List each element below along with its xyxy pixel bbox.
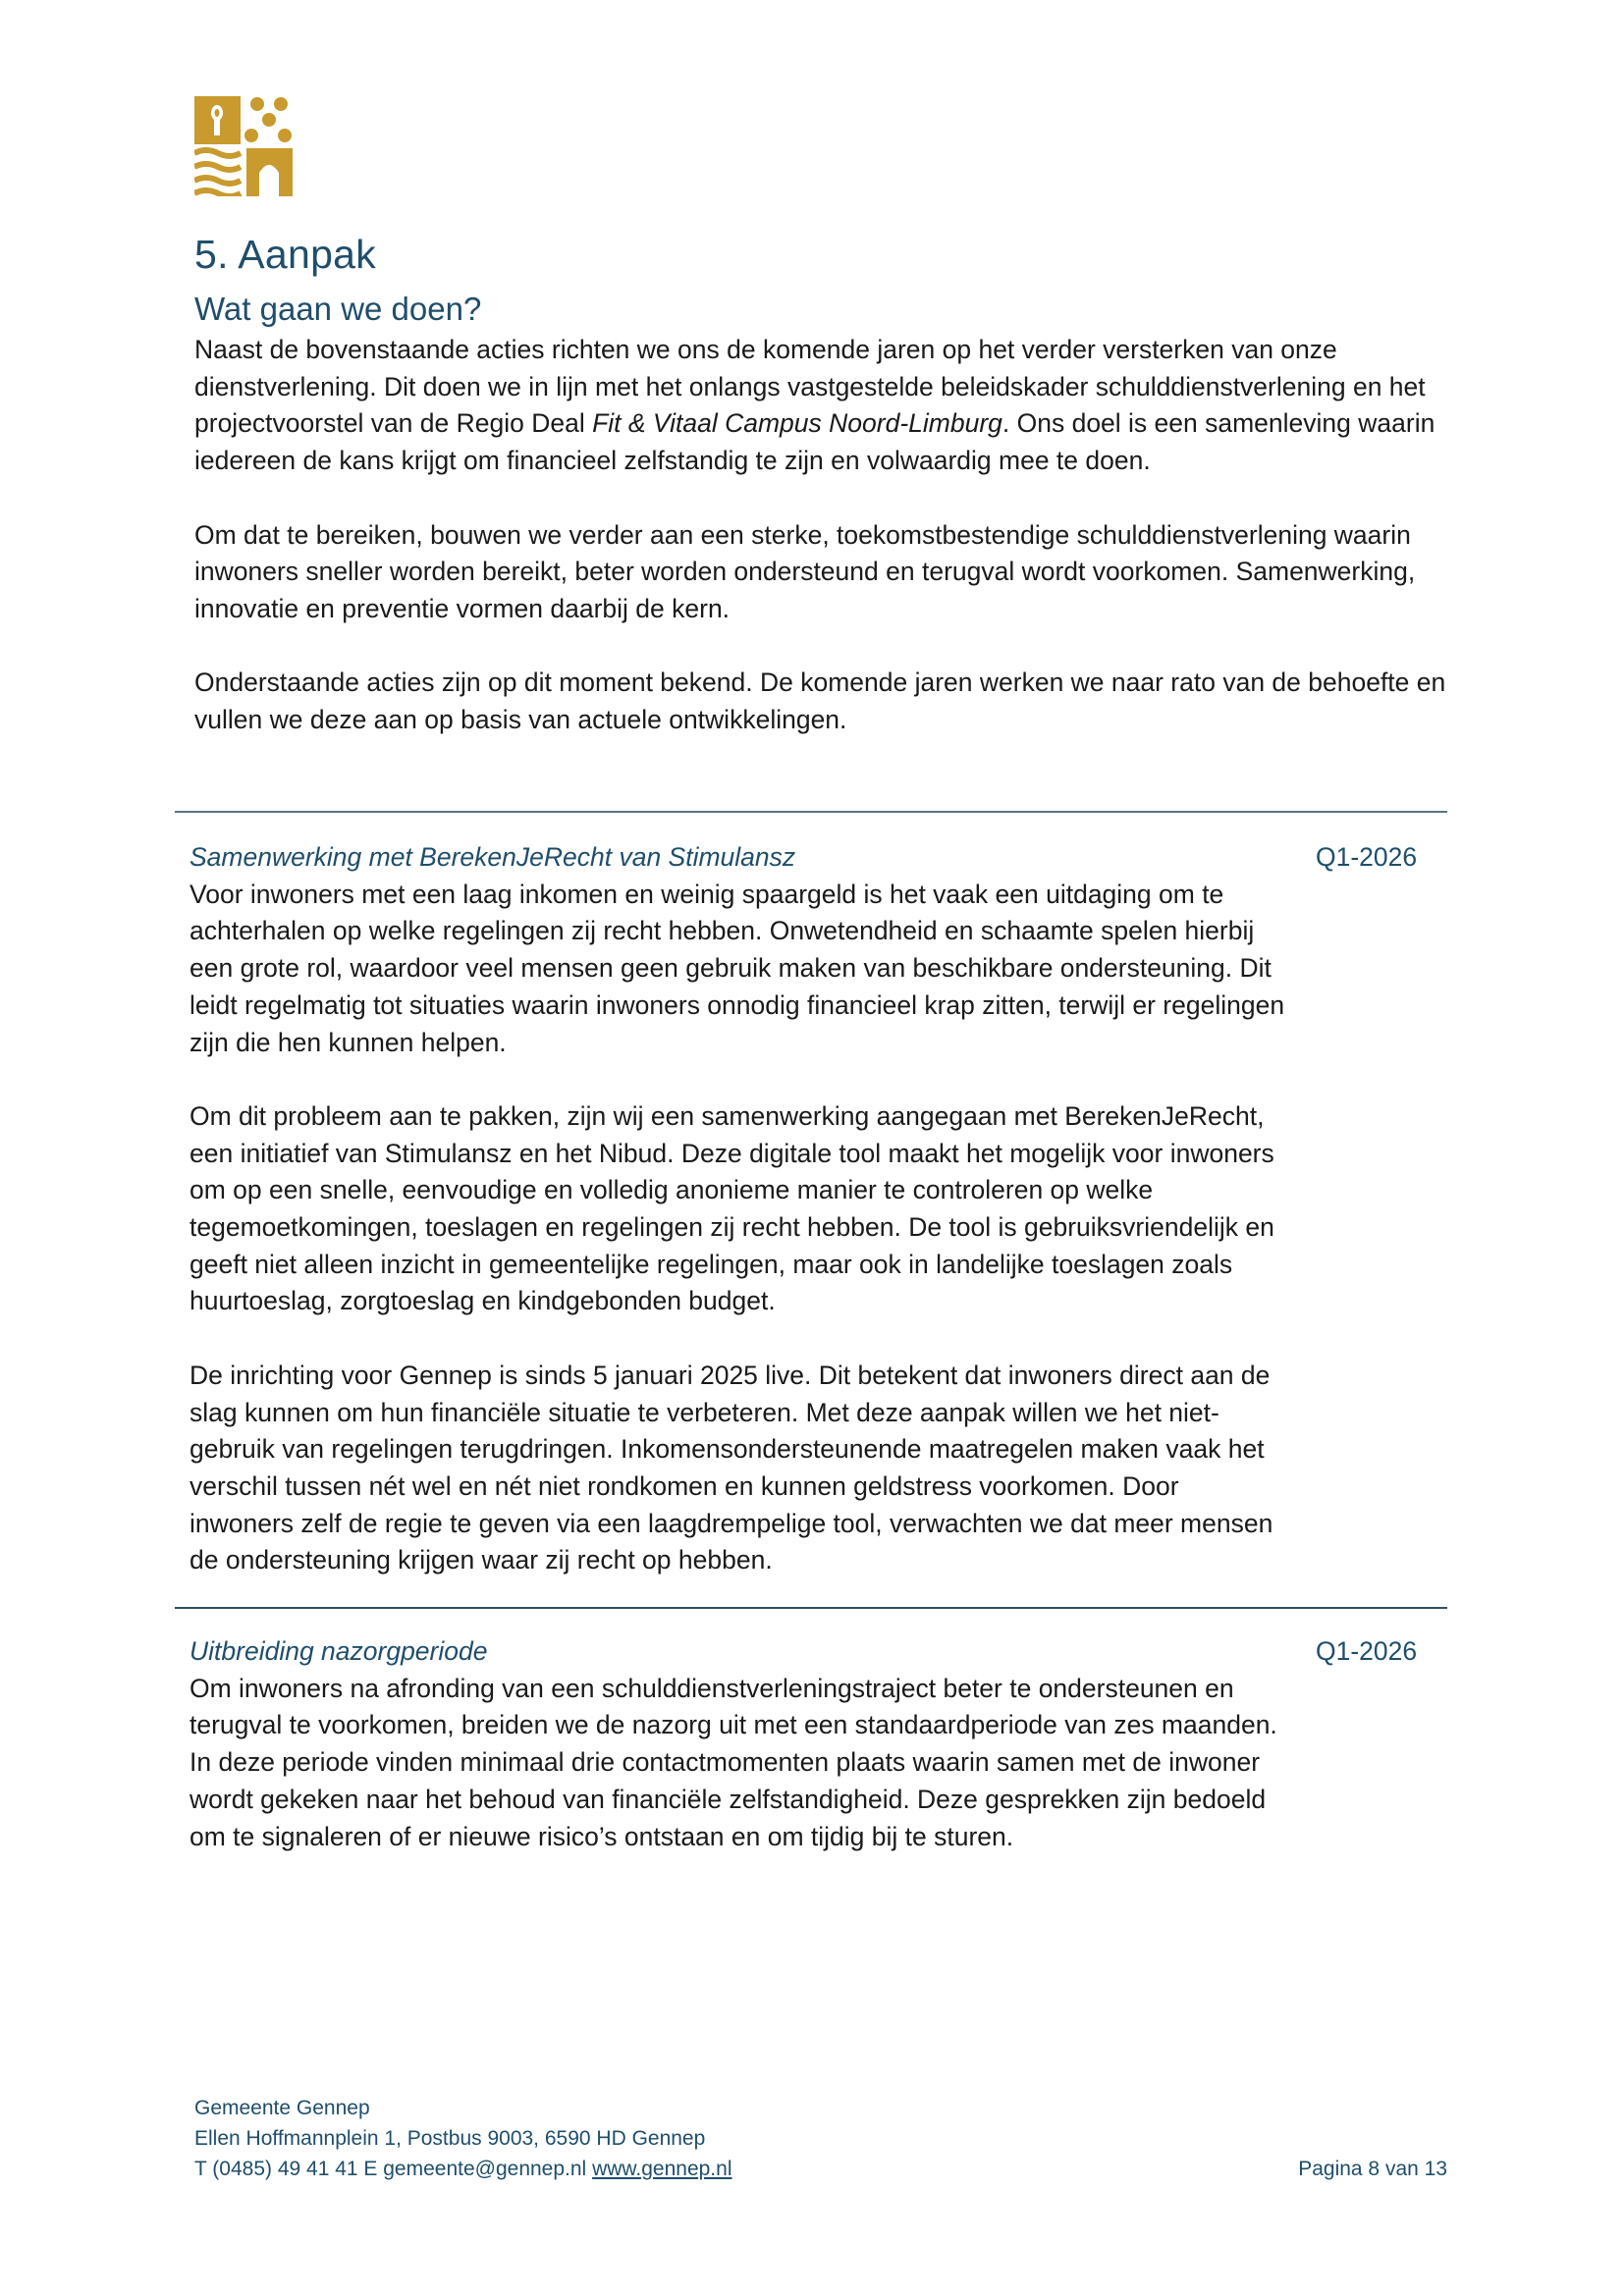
action-paragraph: Voor inwoners met een laag inkomen en weinig spaargeld is het vaak een uitdaging om te achterhalen op welke regelingen zij recht hebben. Onwetendheid en schaamte spelen hierbij een grote rol, waardoor veel mensen geen gebruik maken van beschikbare ondersteuning. Dit leidt regelmatig tot situaties waarin inwoners onnodig financieel krap zitten, terwijl er regelingen zijn die hen kunnen helpen.	[189, 879, 1285, 1057]
divider	[175, 1607, 1447, 1609]
action-paragraph: De inrichting voor Gennep is sinds 5 januari 2025 live. Dit betekent dat inwoners direct aan de slag kunnen om hun financiële situatie te verbeteren. Met deze aanpak willen we het niet-gebruik van regelingen terugdringen. Inkomensondersteunende maatregelen maken vaak het verschil tussen nét wel en nét niet rondkomen en kunnen geldstress voorkomen. Door inwoners zelf de regie te geven via een laagdrempelige tool, verwachten we dat meer mensen de ondersteuning krijgen waar zij recht op hebben.	[189, 1360, 1273, 1575]
action-paragraph: Om dit probleem aan te pakken, zijn wij een samenwerking aangegaan met BerekenJeRecht, een initiatief van Stimulansz en het Nibud. Deze digitale tool maakt het mogelijk voor inwoners om op een snelle, eenvoudige en volledig anonieme manier te controleren op welke tegemoetkomingen, toeslagen en regelingen zij recht hebben. De tool is gebruiksvriendelijk en geeft niet alleen inzicht in gemeentelijke regelingen, maar ook in landelijke toeslagen zoals huurtoeslag, zorgtoeslag en kindgebonden budget.	[189, 1100, 1274, 1316]
gennep-coat-of-arms-icon	[194, 96, 293, 196]
action-title: Uitbreiding nazorgperiode	[189, 1636, 488, 1666]
page-number: Pagina 8 van 13	[1298, 2158, 1447, 2180]
intro-paragraph-2: Om dat te bereiken, bouwen we verder aan een sterke, toekomstbestendige schulddienstverlening waarin inwoners sneller worden bereikt, beter worden ondersteund en terugval wordt voorkomen. Samenwerking, innovatie en preventie vormen daarbij de kern.	[194, 519, 1416, 623]
footer-address: Ellen Hoffmannplein 1, Postbus 9003, 6590 HD Gennep	[194, 2127, 706, 2150]
website-link[interactable]: www.gennep.nl	[592, 2158, 732, 2180]
intro-text	[194, 332, 1471, 775]
footer	[194, 2093, 732, 2184]
action-block	[189, 1633, 1289, 1893]
action-title: Samenwerking met BerekenJeRecht van Stimulansz	[189, 842, 796, 872]
footer-org: Gemeente Gennep	[194, 2097, 370, 2119]
intro-paragraph-1: Naast de bovenstaande acties richten we ons de komende jaren op het verder versterken van onze dienstverlening. Dit doen we in lijn met het onlangs vastgestelde beleidskader schulddienstverlening en het projectvoorstel van de Regio Deal Fit & Vitaal Campus Noord-Limburg. Ons doel is een samenleving waarin iedereen de kans krijgt om financieel zelfstandig te zijn en volwaardig mee te doen.	[194, 335, 1435, 476]
intro-paragraph-3: Onderstaande acties zijn op dit moment bekend. De komende jaren werken we naar rato van de behoefte en vullen we deze aan op basis van actuele ontwikkelingen.	[194, 667, 1446, 734]
action-quarter: Q1-2026	[1316, 1636, 1418, 1666]
section-subtitle: Wat gaan we doen?	[194, 291, 482, 327]
section-title: 5. Aanpak	[194, 232, 377, 277]
action-paragraph: Om inwoners na afronding van een schulddienstverleningstraject beter te ondersteunen en terugval te voorkomen, breiden we de nazorg uit met een standaardperiode van zes maanden. In deze periode vinden minimaal drie contactmomenten plaats waarin samen met de inwoner wordt gekeken naar het behoud van financiële zelfstandigheid. Deze gesprekken zijn bedoeld om te signaleren of er nieuwe risico’s ontstaan en om tijdig bij te sturen.	[189, 1673, 1277, 1851]
action-block	[189, 839, 1289, 1617]
divider	[175, 811, 1447, 813]
footer-contact: T (0485) 49 41 41 E gemeente@gennep.nl www.gennep.nl	[194, 2158, 732, 2180]
action-quarter: Q1-2026	[1316, 842, 1418, 872]
